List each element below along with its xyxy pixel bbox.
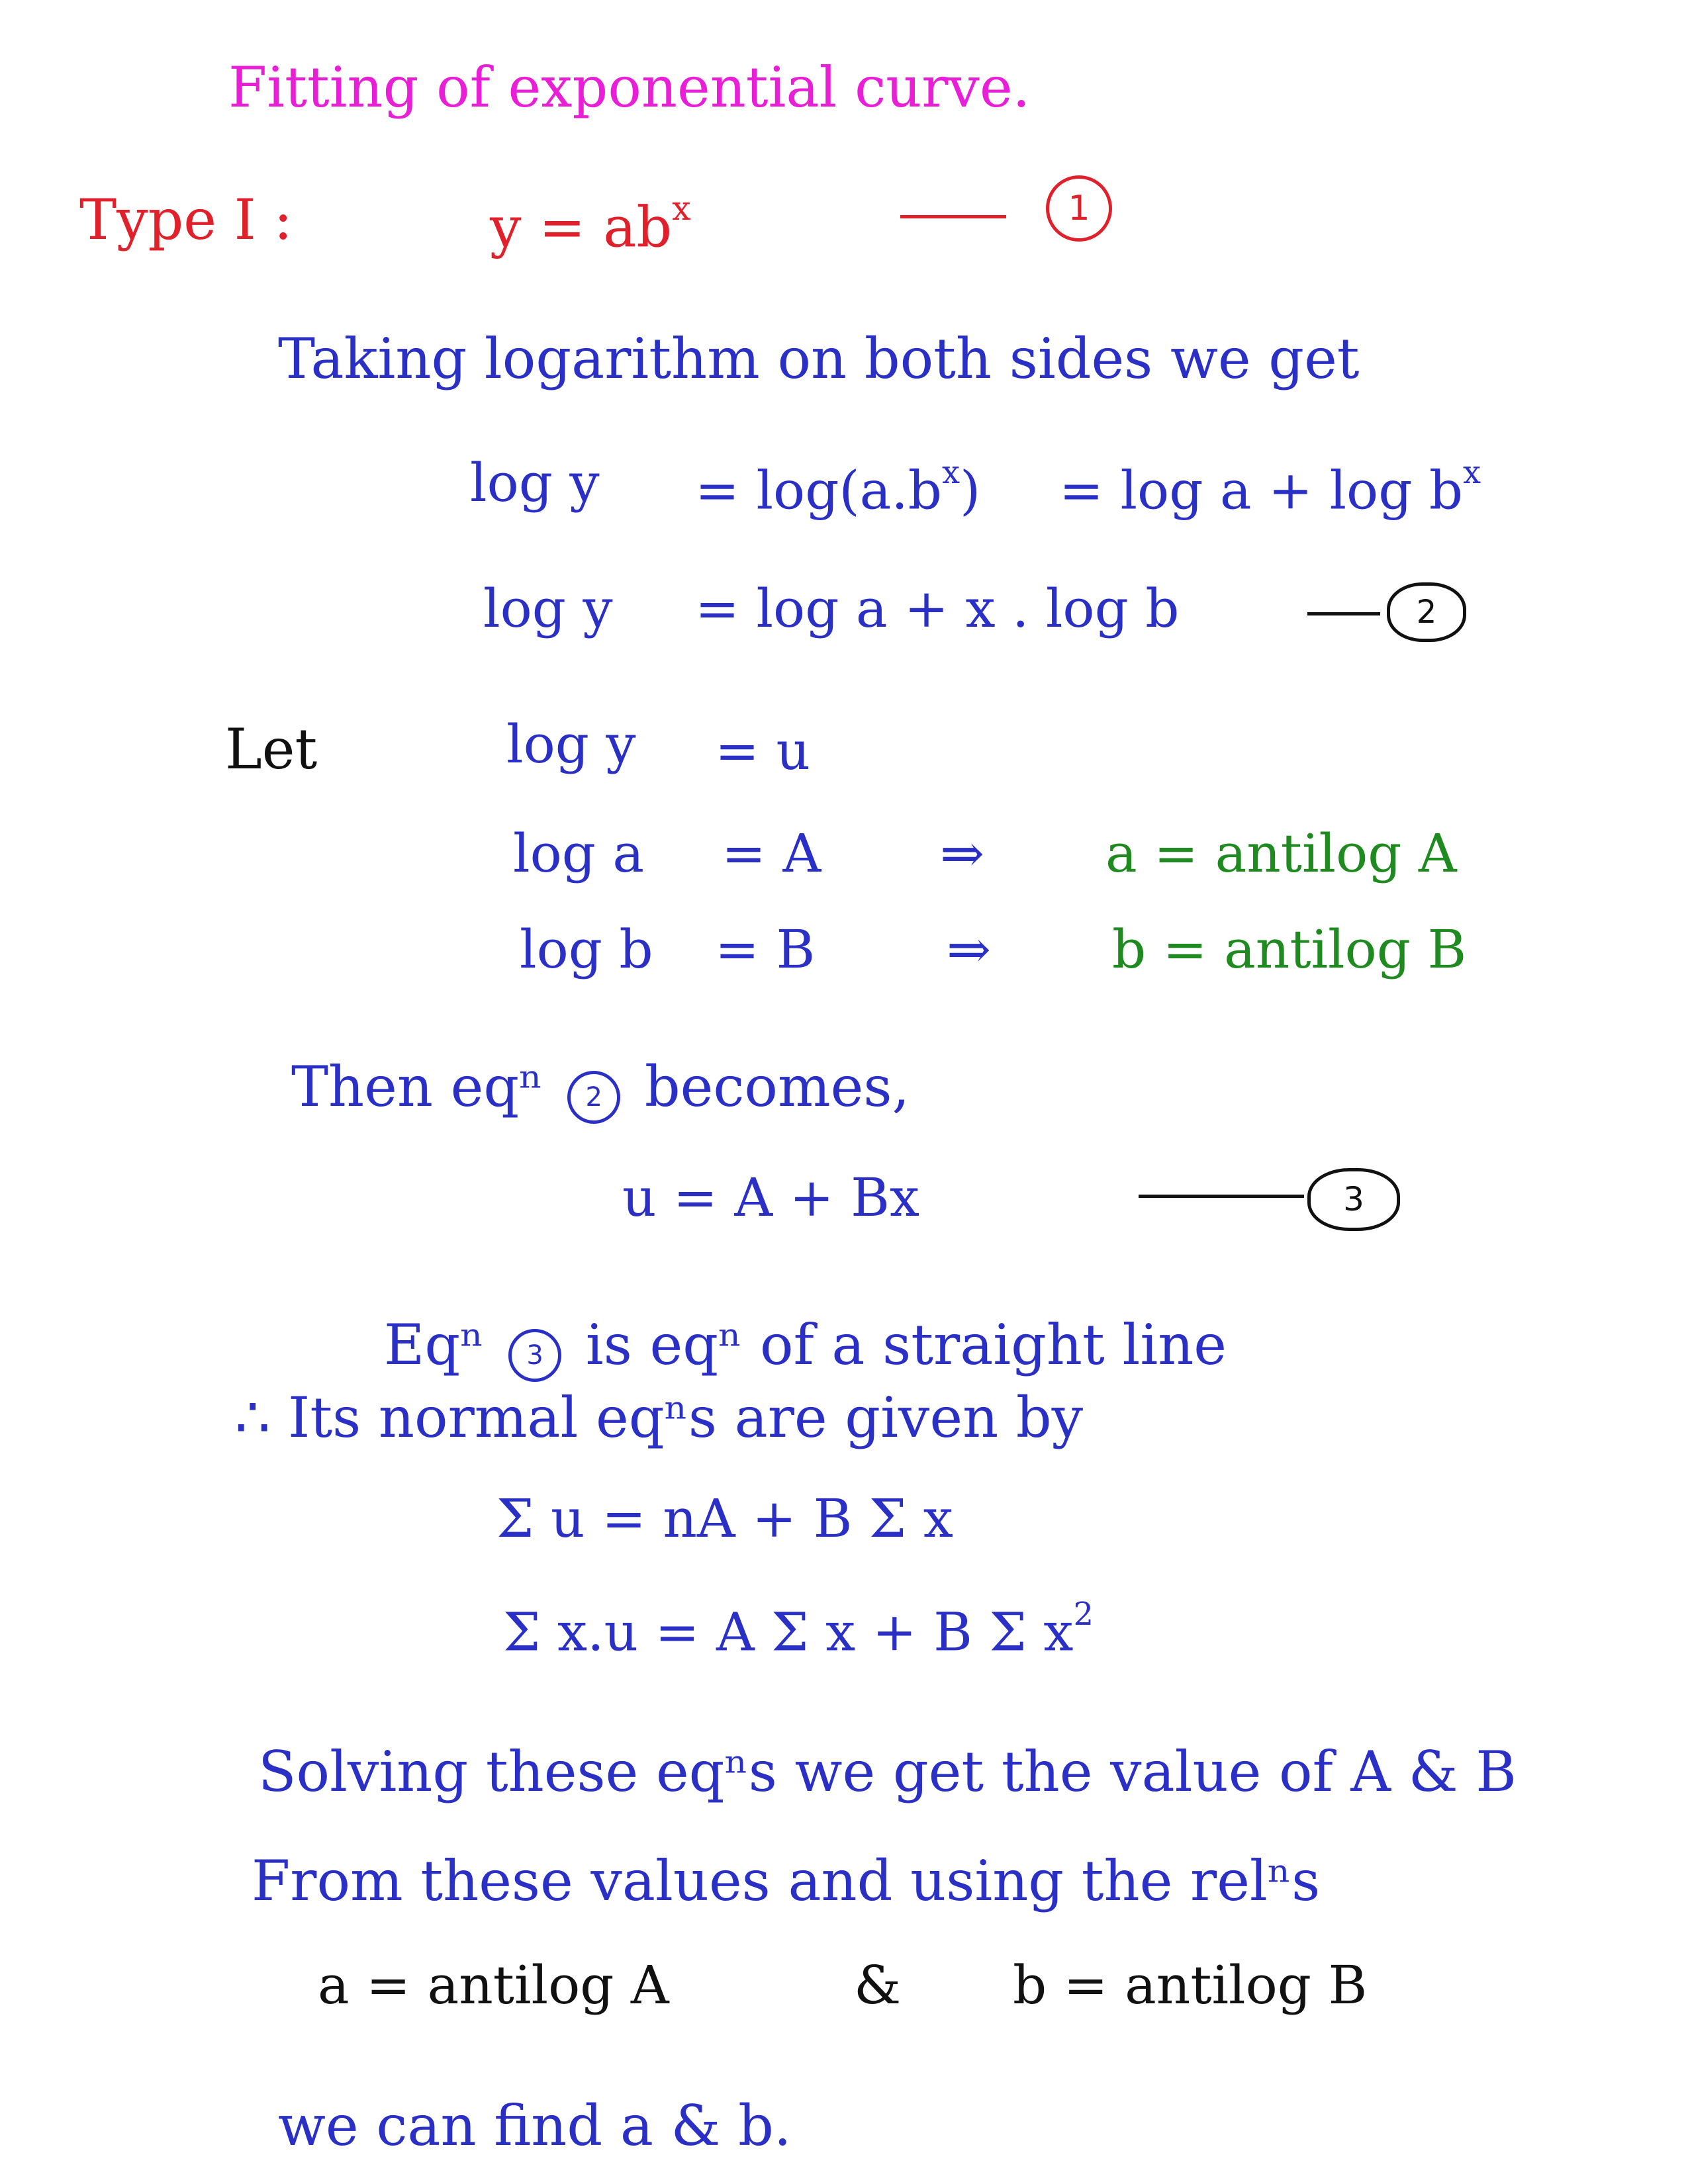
let-1-lhs: log y xyxy=(506,713,636,775)
let-label: Let xyxy=(225,717,318,782)
normal-eqs-text: ∴ Its normal eqⁿs are given by xyxy=(235,1385,1084,1450)
equation-1-exponent: x xyxy=(672,189,691,228)
equation-1-number: 1 xyxy=(1046,175,1112,242)
log-line-2-lhs: log y xyxy=(483,578,613,639)
equation-1-base: y = ab xyxy=(490,195,673,260)
log-line-1-rhs: = $\log a + \log b^x$ xyxy=(1059,454,1481,522)
taking-log-text: Taking logarithm on both sides we get xyxy=(278,326,1360,391)
from-values-text: From these values and using the relⁿs xyxy=(252,1848,1321,1913)
equation-2-number: 2 xyxy=(1387,582,1466,642)
let-1-rhs: = u xyxy=(715,720,810,782)
then-text: Then eqⁿ 2 becomes, xyxy=(291,1059,910,1124)
equation-1-dash xyxy=(900,215,1006,218)
log-line-1-mid: = $\log(a.b^x)$ xyxy=(695,454,981,522)
let-3-rhs: = B xyxy=(715,919,816,980)
page-title: Fitting of exponential curve. xyxy=(228,55,1031,120)
let-3-arrow: ⇒ xyxy=(947,919,992,980)
solving-text: Solving these eqⁿs we get the value of A & B xyxy=(258,1739,1517,1804)
equation-3-dash xyxy=(1139,1195,1304,1198)
normal-equation-2: Σ x.u = A Σ x + B Σ $x^2$ xyxy=(503,1596,1094,1663)
conclusion-text: we can find a & b. xyxy=(278,2093,792,2158)
straight-line-text: Eqⁿ 3 is eqⁿ of a straight line xyxy=(384,1317,1227,1382)
equation-2-dash xyxy=(1307,612,1380,615)
normal-equation-1: Σ u = nA + B Σ x xyxy=(496,1488,953,1549)
then-number: 2 xyxy=(567,1071,620,1124)
log-line-2-rhs: = log a + x . log b xyxy=(695,578,1180,639)
final-rel-conj: & xyxy=(854,1954,902,2016)
straight-line-number: 3 xyxy=(508,1329,561,1382)
let-3-result: b = antilog B xyxy=(1112,919,1467,980)
let-2-lhs: log a xyxy=(513,823,645,884)
let-2-arrow: ⇒ xyxy=(940,823,985,884)
type-label: Type I : xyxy=(79,187,293,252)
equation-1 xyxy=(490,189,691,260)
log-line-1-lhs: log y xyxy=(470,452,600,514)
let-2-rhs: = A xyxy=(722,823,821,884)
final-rel-left: a = antilog A xyxy=(318,1954,669,2016)
equation-3: u = A + Bx xyxy=(622,1167,919,1228)
equation-3-number: 3 xyxy=(1307,1168,1400,1231)
let-2-result: a = antilog A xyxy=(1105,823,1457,884)
final-rel-right: b = antilog B xyxy=(1013,1954,1368,2016)
let-3-lhs: log b xyxy=(520,919,653,980)
